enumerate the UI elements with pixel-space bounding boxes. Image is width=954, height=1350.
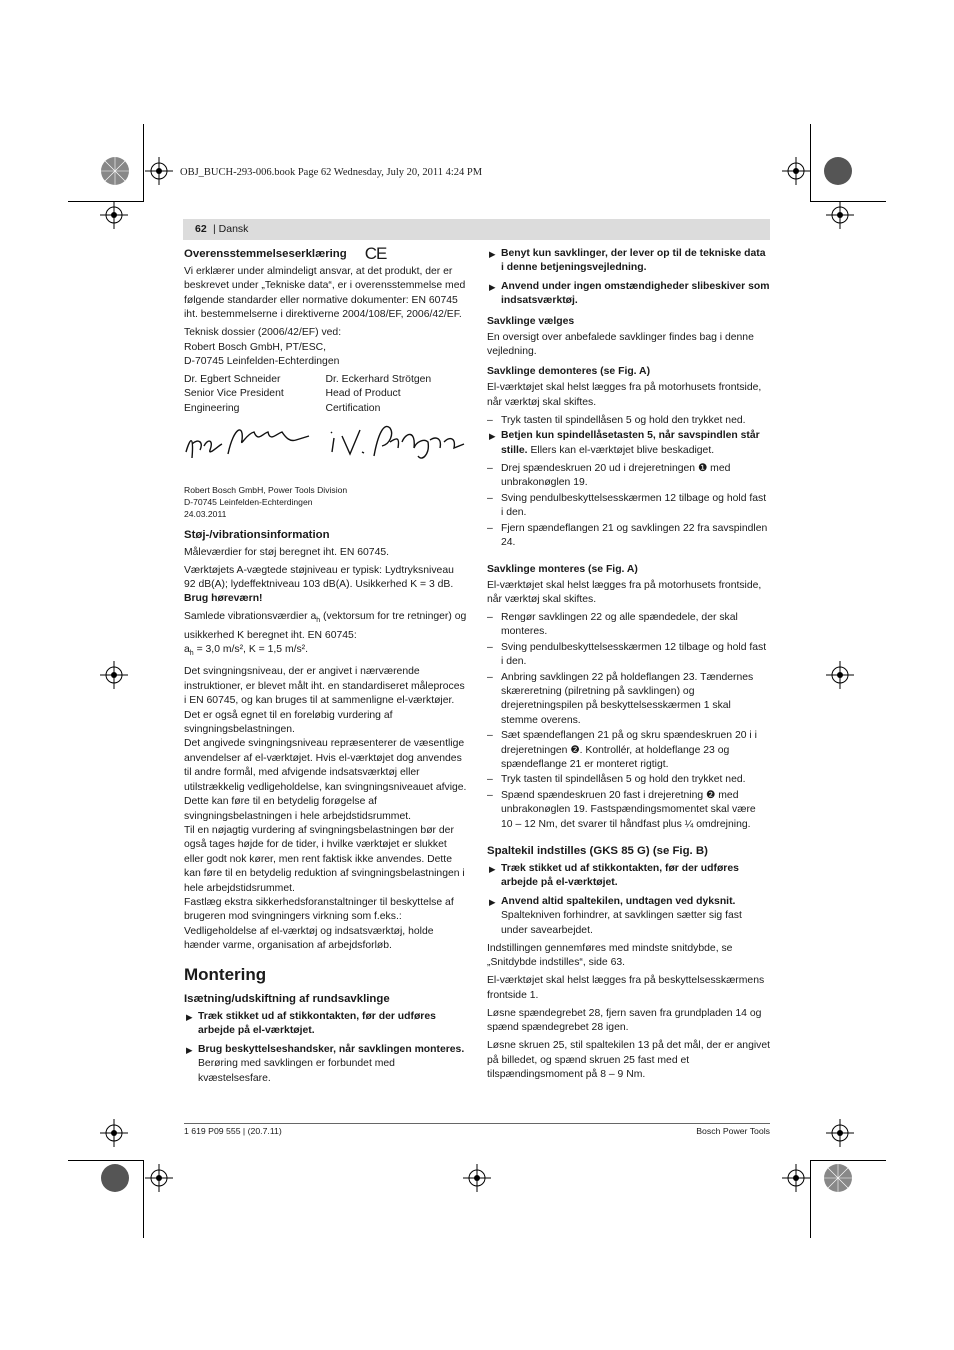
warning-spindle-lock: ▶ Betjen kun spindellåsetasten 5, når savspindlen står stille. Ellers kan el-værktøjet blive beskadiget.: [489, 430, 760, 456]
list-item: – Sving pendulbeskyttelsesskærmen 12 tilbage og hold fast i den.: [487, 641, 767, 668]
riving-knife-title: Spaltekil indstilles (GKS 85 G) (se Fig. B): [487, 845, 708, 857]
choose-blade-text: En oversigt over anbefalede savklinger findes bag i denne vejledning.: [487, 331, 754, 358]
crosshair-icon: [826, 1119, 854, 1147]
list-item: – Sving pendulbeskyttelsesskærmen 12 tilbage og hold fast i den.: [487, 492, 767, 519]
warning-gloves: ▶ Brug beskyttelseshandsker, når savklingen monteres. Berøring med savklingen er forbundet med kvæstelsesfare.: [186, 1043, 465, 1084]
vibration-text-3: Det angivede svingningsniveau repræsenterer de væsentlige anvendelser af el-værktøjet. Hvis el-værktøjet dog anvendes til andre formål, med afvigende indsatsværktøj eller utilstrækkelig vedligeholdelse, kan svingningsniveauet afvige. Dette kan føre til en betydelig forøgelse af svingningsbelastningen i hele arbejdstidsrummet.: [184, 738, 467, 822]
arrow-right-icon: ▶: [489, 896, 496, 907]
signer-names: [184, 373, 467, 416]
choose-blade-title: Savklinge vælges: [487, 315, 575, 327]
list-item: – Rengør savklingen 22 og alle spændedele, der skal monteres.: [487, 611, 738, 638]
hearing-protection-note: Brug høreværn!: [184, 593, 263, 605]
page-header: [183, 219, 770, 240]
warning-unplug: ▶ Træk stikket ud af stikkontakten, før der udføres arbejde på el-værktøjet.: [186, 1010, 436, 1037]
noise-vibration-title: Støj-/vibrationsinformation: [184, 528, 330, 541]
vibration-text-2: Det svingningsniveau, der er angivet i nærværende instruktioner, er blevet målt iht. en standardiseret måleproces i EN 60745, og kan bruges til at sammenligne el-værktøjer. Det er også egnet til en foreløbig vurdering af svingningsbelastningen.: [184, 666, 465, 736]
crosshair-icon: [100, 1119, 128, 1147]
list-item: – Spænd spændeskruen 20 fast i drejeretning ❷ med unbrakonøglen 19. Fastspændingsmomentet skal være 10 – 12 Nm, det svarer til håndfast plus ¼ omdrejning.: [487, 789, 756, 830]
crosshair-icon: [826, 661, 854, 689]
declaration-text: Vi erklærer under almindeligt ansvar, at det produkt, der er beskrevet under „Tekniske data“, er i overensstemmelse med følgende standarder eller normative dokumenter: EN 60745 iht. bestemmelserne i direktiverne 2004/108/EF, 2006/42/EF.: [184, 266, 466, 321]
registration-mark-icon: [100, 156, 130, 186]
handwritten-signatures: [184, 420, 467, 470]
ce-mark-icon: CE: [364, 244, 387, 263]
crosshair-icon: [100, 201, 128, 229]
page-number: 62: [195, 223, 207, 235]
warning-no-grinding-discs: ▶ Anvend under ingen omstændigheder slibeskiver som indsatsværktøj.: [489, 280, 770, 307]
signer-1: Dr. Egbert Schneider Senior Vice President Engineering: [184, 374, 284, 414]
crosshair-icon: [463, 1164, 491, 1192]
registration-mark-icon: [100, 1163, 130, 1193]
warning-unplug: ▶ Træk stikket ud af stikkontakten, før der udføres arbejde på el-værktøjet.: [489, 863, 739, 889]
mount-text: El-værktøjet skal helst lægges fra på motorhusets frontside, når værktøj skal skiftes.: [487, 579, 762, 605]
vibration-text-4: Til en nøjagtig vurdering af svingningsbelastningen bør der også tages højde for de tider, i hvilke værktøjet er slukket eller godt nok kører, men rent faktisk ikke anvendes. Dette kan føre til en betydelig reduktion af svingningsbelastningen i hele arbejdstidsrummet.: [184, 824, 465, 894]
footer-divider: [184, 1123, 770, 1124]
mount-title: Savklinge monteres (se Fig. A): [487, 563, 638, 575]
crosshair-icon: [782, 1164, 810, 1192]
riving-text-4: Løsne skruen 25, stil spaltekilen 13 på det mål, der er angivet på billedet, og spænd skruen 25 fast med et tilspændingsmoment på 8 – 9 Nm.: [487, 1040, 771, 1081]
riving-text-2: El-værktøjet skal helst lægges fra på beskyttelsesskærmens frontside 1.: [487, 975, 765, 1001]
footer-brand: Bosch Power Tools: [696, 1126, 770, 1136]
arrow-right-icon: ▶: [489, 249, 496, 259]
arrow-right-icon: ▶: [186, 1011, 193, 1022]
company-address: Robert Bosch GmbH, Power Tools Division D-70745 Leinfelden-Echterdingen 24.03.2011: [184, 484, 348, 519]
declaration-title: Overensstemmelseserklæring CE: [184, 244, 387, 263]
warning-riving-knife: ▶ Anvend altid spaltekilen, undtagen ved dyksnit. Spaltekniven forhindrer, at savklingen sætter sig fast under savearbejdet.: [489, 895, 742, 936]
right-column: [487, 247, 770, 1086]
dismount-title: Savklinge demonteres (se Fig. A): [487, 366, 651, 378]
list-item: – Drej spændeskruen 20 ud i drejeretningen ❶ med unbrakonøglen 19.: [487, 463, 731, 489]
noise-text-1: Måleværdier for støj beregnet iht. EN 60745.: [184, 546, 390, 558]
arrow-right-icon: ▶: [489, 431, 496, 442]
registration-mark-icon: [823, 1163, 853, 1193]
print-info-line: OBJ_BUCH-293-006.book Page 62 Wednesday, July 20, 2011 4:24 PM: [180, 167, 483, 178]
footer-doc-number: 1 619 P09 555 | (20.7.11): [184, 1126, 282, 1136]
list-item: – Tryk tasten til spindellåsen 5 og hold den trykket ned.: [487, 774, 746, 786]
list-item: – Fjern spændeflangen 21 og savklingen 22 fra savspindlen 24.: [487, 522, 768, 549]
crosshair-icon: [782, 157, 810, 185]
crosshair-icon: [145, 157, 173, 185]
dismount-text: El-værktøjet skal helst lægges fra på motorhusets frontside, når værktøj skal skiftes.: [487, 382, 762, 408]
left-column: [184, 244, 467, 1090]
signer-2: Dr. Eckerhard Strötgen Head of Product Certification: [325, 374, 432, 414]
list-item: – Sæt spændeflangen 21 på og skru spændeskruen 20 i i drejeretningen ❷. Kontrollér, at holdeflange 23 og spændeflange 21 er monteret rigtigt.: [487, 730, 757, 770]
list-item: – Anbring savklingen 22 på holdeflangen 23. Tændernes skæreretning (pilretning på savklingen) og drejeretningspilen på beskyttelsesskærmen 1 skal stemme overens.: [487, 671, 754, 726]
crosshair-icon: [826, 201, 854, 229]
vibration-text-1: Samlede vibrationsværdier $a_h$ (vektorsum for tre retninger) og usikkerhed K beregnet iht. EN 60745: $a_h = 3,0$ m/s², K = 1,5 m/s².: [184, 611, 467, 658]
crosshair-icon: [100, 661, 128, 689]
list-item: – Tryk tasten til spindellåsen 5 og hold den trykket ned.: [487, 414, 746, 426]
arrow-right-icon: ▶: [489, 281, 496, 292]
arrow-right-icon: ▶: [186, 1044, 193, 1055]
language-label: | Dansk: [213, 223, 249, 235]
mounting-title: Montering: [184, 964, 267, 984]
warning-blades: ▶ Benyt kun savklinger, der lever op til de tekniske data i denne betjeningsvejledning.: [489, 248, 766, 274]
riving-text-1: Indstillingen gennemføres med mindste snitdybde, se „Snitdybde indstilles“, side 63.: [487, 943, 733, 969]
arrow-right-icon: ▶: [489, 864, 496, 874]
registration-mark-icon: [823, 156, 853, 186]
crosshair-icon: [145, 1164, 173, 1192]
noise-text-2: Værktøjets A-vægtede støjniveau er typisk: Lydtryksniveau 92 dB(A); lydeffektniveau 103 dB(A). Usikkerhed K = 3 dB.: [184, 564, 454, 591]
blade-change-title: Isætning/udskiftning af rundsavklinge: [184, 992, 390, 1005]
riving-text-3: Løsne spændegrebet 28, fjern saven fra grundpladen 14 og spænd spændegrebet 28 igen.: [487, 1007, 762, 1034]
technical-dossier: Teknisk dossier (2006/42/EF) ved: Robert Bosch GmbH, PT/ESC, D-70745 Leinfelden-Echterdingen: [184, 327, 342, 368]
vibration-text-5: Fastlæg ekstra sikkerhedsforanstaltninger til beskyttelse af brugeren mod svingningers virkning som f.eks.: Vedligeholdelse af el-værktøj og indsatsværktøj, holde hænder varme, organisation af arbejdsforløb.: [184, 896, 454, 952]
